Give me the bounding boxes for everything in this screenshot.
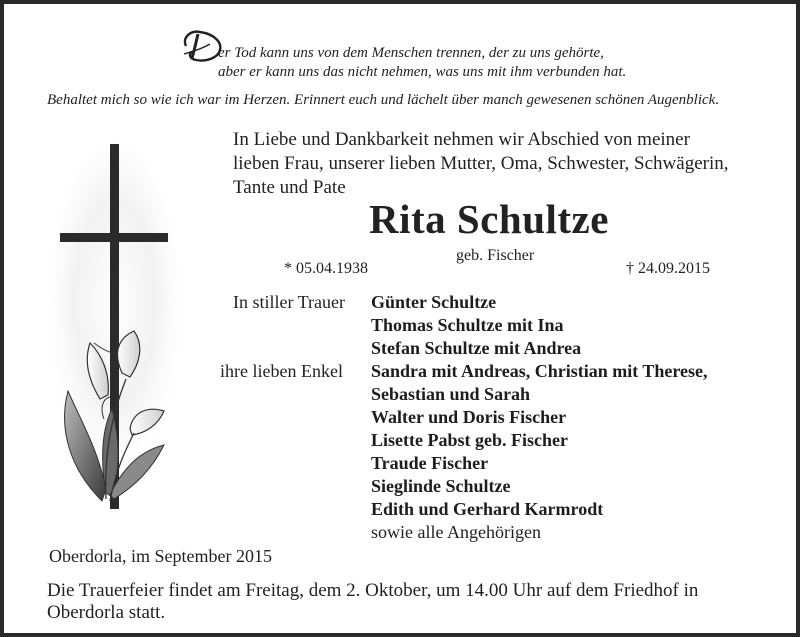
- funeral-line-1: Die Trauerfeier findet am Freitag, dem 2. Oktober, um 14.00 Uhr auf dem Friedhof in: [47, 580, 699, 601]
- intro-line-3: Tante und Pate: [233, 177, 346, 198]
- birth-date: 05.04.1938: [296, 260, 368, 277]
- deceased-name: Rita Schultze: [369, 196, 609, 242]
- death-cross-icon: †: [626, 260, 634, 277]
- intro-line-2: lieben Frau, unserer lieben Mutter, Oma, Schwester, Schwägerin,: [233, 153, 729, 174]
- mourners-list: [371, 291, 708, 544]
- mourner-name: Sebastian und Sarah: [371, 384, 531, 404]
- place-date: Oberdorla, im September 2015: [49, 546, 272, 566]
- funeral-line-2: Oberdorla statt.: [47, 602, 166, 623]
- quote-line-2: aber er kann uns das nicht nehmen, was uns mit ihm verbunden hat.: [218, 64, 627, 80]
- mourner-name: Traude Fischer: [371, 453, 489, 473]
- mourner-name: Lisette Pabst geb. Fischer: [371, 430, 568, 450]
- mourners-closing: sowie alle Angehörigen: [371, 522, 541, 542]
- mourner-name: Sieglinde Schultze: [371, 476, 511, 496]
- mourner-name: Walter und Doris Fischer: [371, 407, 567, 427]
- label-enkel: ihre lieben Enkel: [220, 361, 343, 381]
- cross-with-lilies-icon: [40, 129, 190, 524]
- birth-star-icon: *: [284, 260, 292, 277]
- death-date-line: [626, 260, 710, 278]
- label-in-stiller-trauer: In stiller Trauer: [233, 292, 345, 312]
- birth-date-line: [284, 260, 368, 278]
- mourner-name: Stefan Schultze mit Andrea: [371, 338, 582, 358]
- mourner-name: Sandra mit Andreas, Christian mit Therese,: [371, 361, 708, 381]
- quote-line-3: Behaltet mich so wie ich war im Herzen. Erinnert euch und lächelt über manch gewesenen schönen Augenblick.: [47, 92, 720, 108]
- mourner-name: Günter Schultze: [371, 292, 497, 312]
- maiden-name: geb. Fischer: [456, 247, 535, 264]
- intro-line-1: In Liebe und Dankbarkeit nehmen wir Abschied von meiner: [233, 129, 690, 150]
- mourner-name: Edith und Gerhard Karmrodt: [371, 499, 604, 519]
- mourner-name: Thomas Schultze mit Ina: [371, 315, 564, 335]
- quote-line-1: er Tod kann uns von dem Menschen trennen, der zu uns gehörte,: [218, 45, 604, 61]
- death-date: 24.09.2015: [638, 260, 710, 277]
